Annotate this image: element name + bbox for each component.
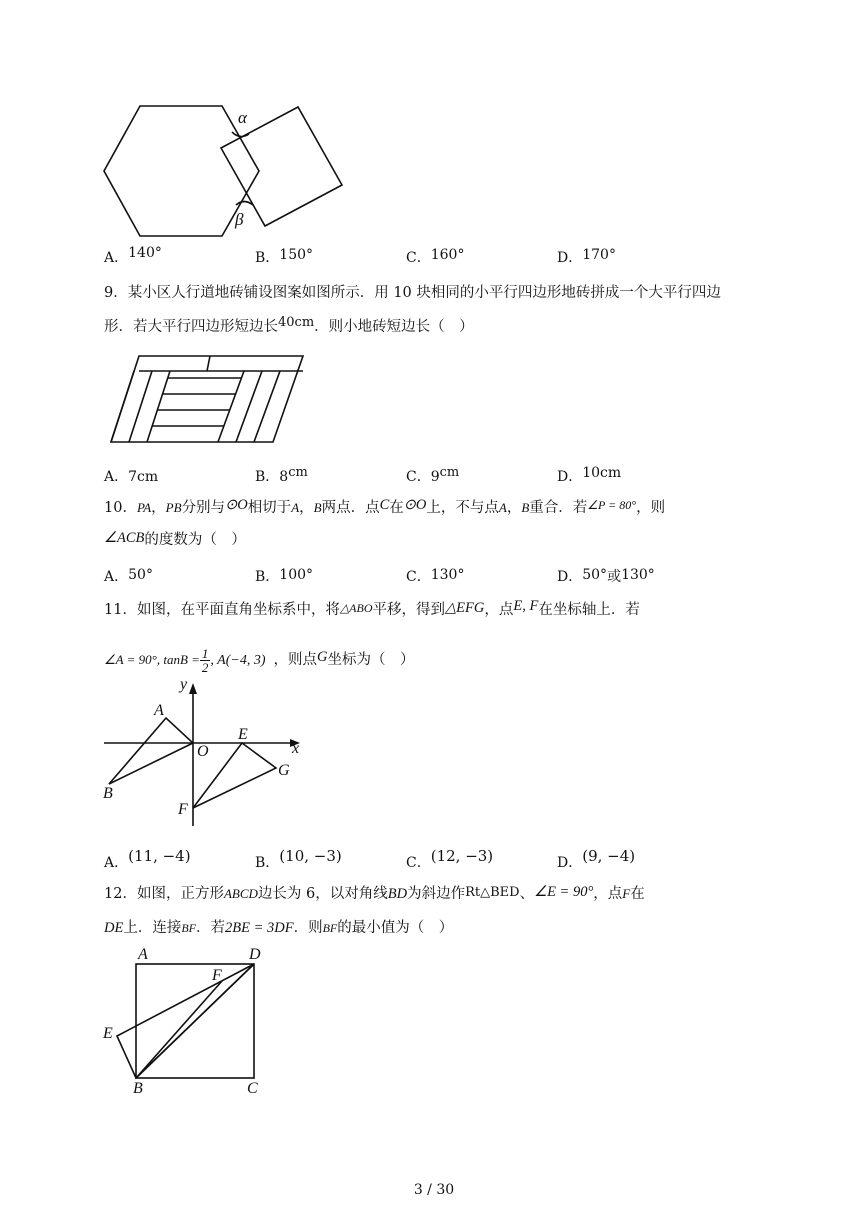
q9-line1: 9．某小区人行道地砖铺设图案如图所示．用 10 块相同的小平行四边形地砖拼成一个大平行四边 — [104, 285, 721, 301]
fig12-a-label: A — [138, 946, 148, 963]
page-number: 3 / 30 — [413, 1182, 455, 1198]
fig11-e-label: E — [238, 726, 248, 743]
fig11-o-label: O — [197, 743, 209, 760]
q12-line2: DE上．连接BF．若2BE = 3DF．则BF的最小值为（ ） — [104, 920, 454, 936]
q8-option-c: C．160° — [406, 247, 465, 266]
segment-bf — [136, 981, 222, 1078]
fig11-g-label: G — [278, 762, 290, 779]
fig11-a-label: A — [154, 702, 164, 719]
q8-option-b: B．150° — [255, 247, 314, 266]
q10-option-c: C．130° — [406, 567, 465, 585]
fig11-f-label: F — [178, 801, 188, 818]
alpha-label: α — [238, 108, 247, 127]
fig12-b-label: B — [133, 1080, 143, 1097]
q9-line2: 形．若大平行四边形短边长40cm．则小地砖短边长（ ） — [104, 315, 474, 335]
fig12-d-label: D — [249, 946, 261, 963]
fig11-x-label: x — [292, 740, 300, 757]
q10-option-a: A．50° — [104, 567, 153, 585]
q10-option-d: D．50°或130° — [557, 567, 655, 585]
q11-option-c: C．(12, −3) — [406, 847, 494, 871]
q9-option-a: A．7cm — [104, 469, 159, 485]
fig12-c-label: C — [247, 1080, 258, 1097]
beta-label: β — [235, 210, 244, 229]
q9-option-b: B．8cm — [255, 465, 308, 485]
fig11-y-label: y — [180, 676, 188, 693]
q9-option-d: D．10cm — [557, 465, 622, 485]
q11-option-d: D．(9, −4) — [557, 847, 636, 871]
q11-line2: ∠A = 90°, tanB = $\frac{1}{2}$ , A(−4, 3) ，则点G坐标为（ ） — [104, 645, 415, 675]
diagonal-bd — [136, 964, 254, 1078]
q8-option-a: A．140° — [104, 245, 162, 266]
fraction-one-half: $\frac{1}{2}$ — [201, 645, 209, 675]
q11-option-a: A．(11, −4) — [104, 847, 191, 871]
q10-line1: 10．PA，PB分别与⊙O相切于A，B两点．点C在⊙O上，不与点A，B重合．若$^{\angle P = 80^\circ}$，则 — [104, 497, 666, 516]
fig12-e-label: E — [103, 1025, 113, 1042]
q10-line2: ∠ACB的度数为（ ） — [104, 530, 246, 548]
q11-line1: 11．如图，在平面直角坐标系中，将△ABO平移，得到△EFG，点E, F在坐标轴上．若 — [104, 598, 640, 618]
q11-option-b: B．(10, −3) — [255, 847, 342, 871]
q12-line1: 12．如图，正方形ABCD边长为 6，以对角线BD为斜边作Rt△BED、∠E = 90°，点F在 — [104, 884, 645, 902]
q10-option-b: B．100° — [255, 567, 314, 585]
fig11-b-label: B — [103, 785, 113, 802]
fig12-f-label: F — [212, 967, 222, 984]
q9-option-c: C．9cm — [406, 465, 460, 485]
q8-option-d: D．170° — [557, 247, 616, 266]
